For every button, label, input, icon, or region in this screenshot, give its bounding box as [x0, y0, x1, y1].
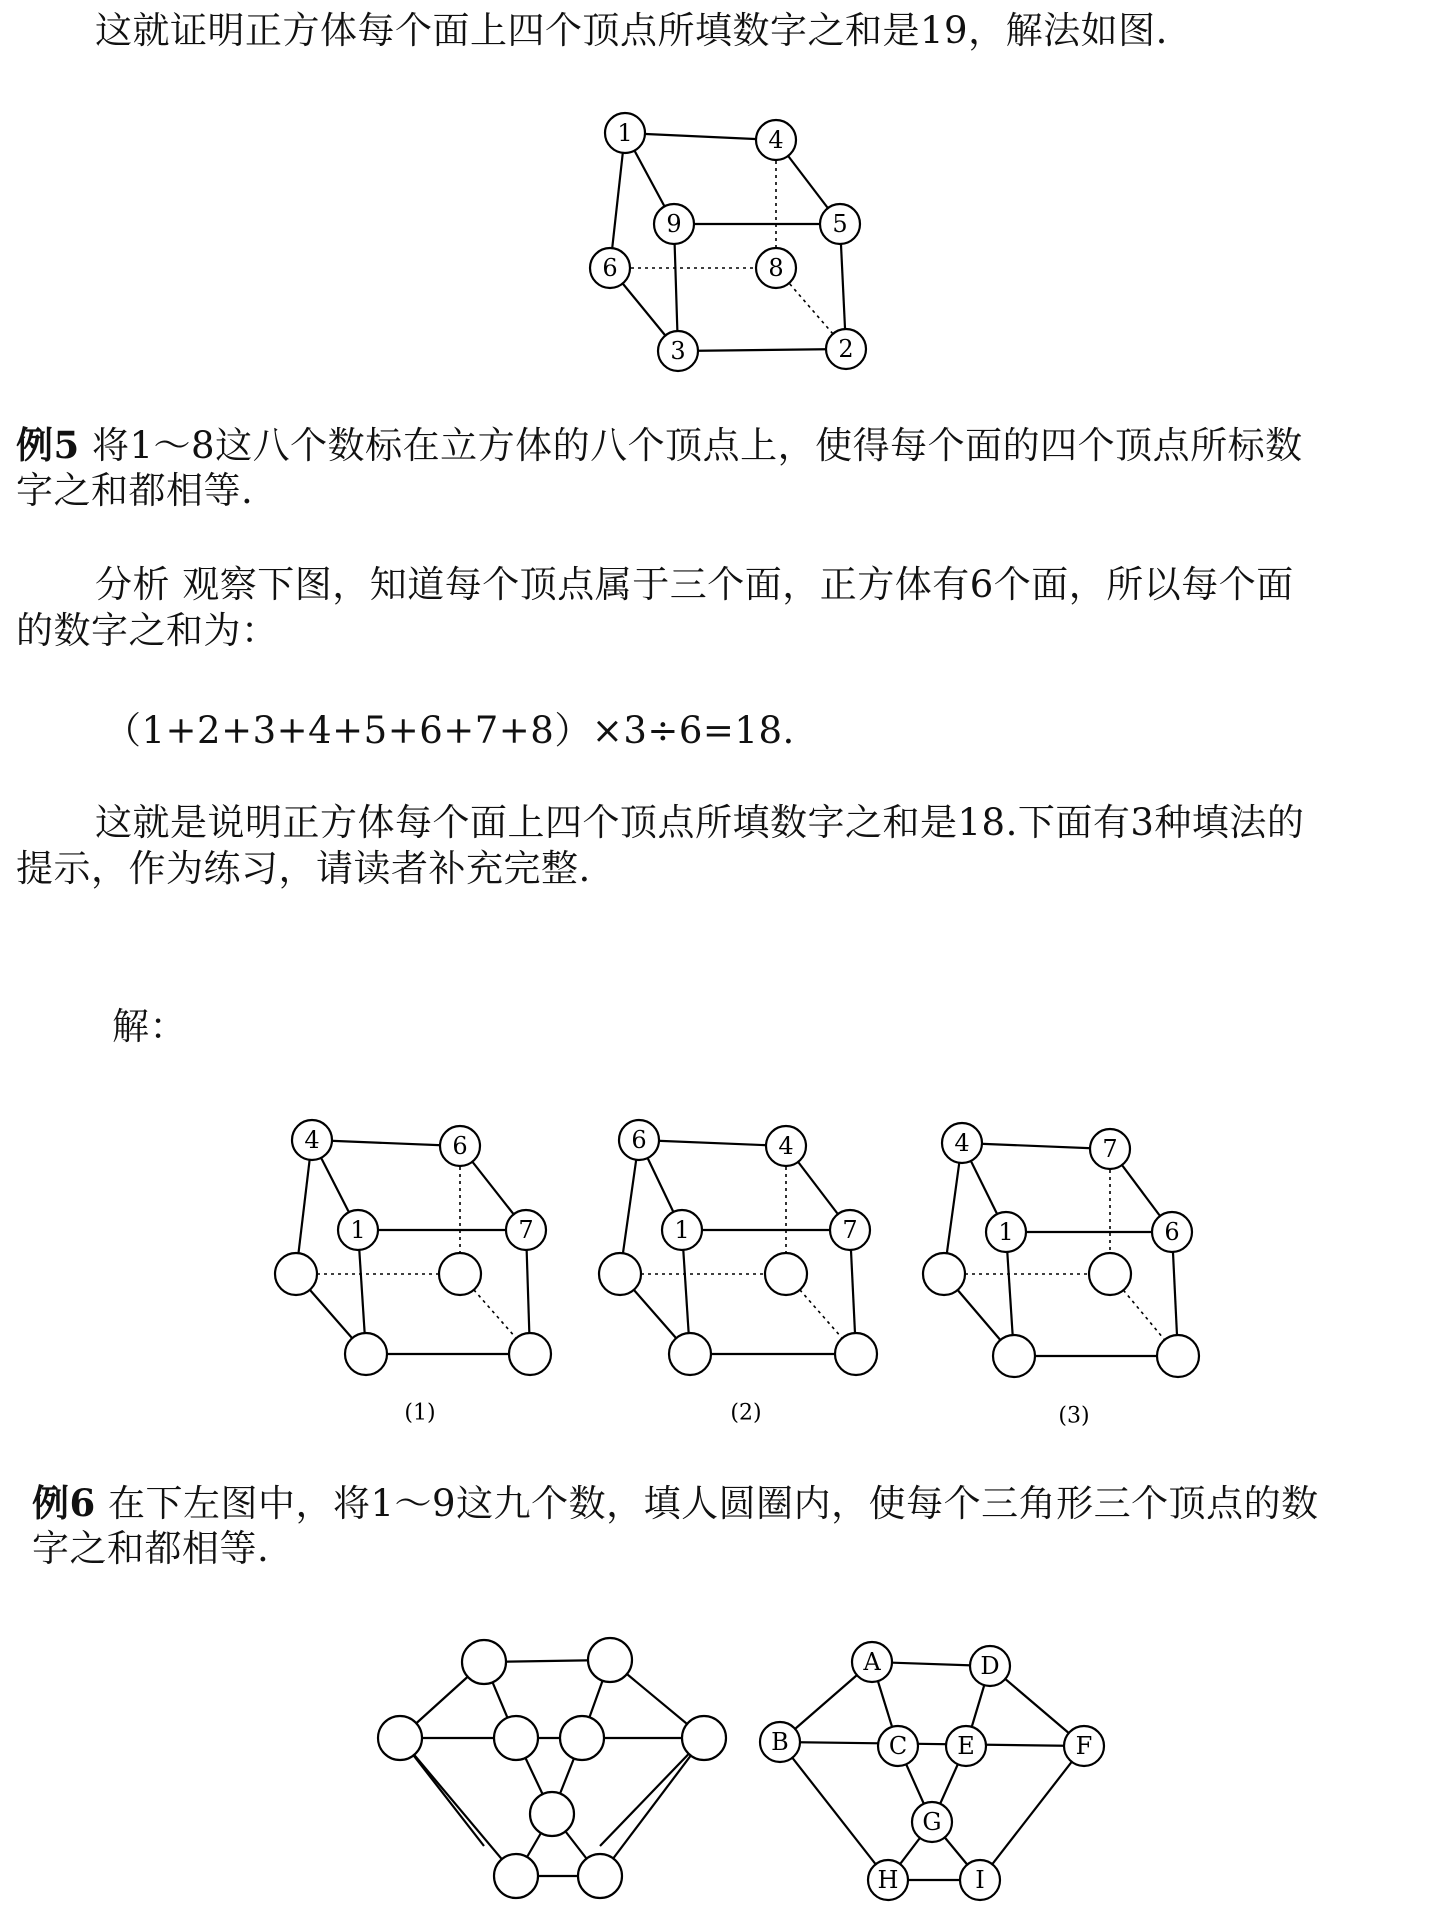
svg-text:4: 4 [304, 1126, 320, 1154]
node-E [946, 1726, 986, 1766]
svg-text:7: 7 [842, 1216, 858, 1244]
node-1 [605, 113, 645, 153]
cube-figure-1 [275, 1120, 551, 1426]
left-node-8 [494, 1854, 538, 1898]
triangle-figure-right [760, 1642, 1104, 1900]
analysis-text2: 的数字之和为： [16, 609, 279, 652]
analysis-line2 [16, 608, 279, 654]
svg-text:9: 9 [666, 210, 682, 238]
cube3-node-front-bottom-left [993, 1335, 1035, 1377]
cube1-node-back-bottom-left [275, 1253, 317, 1295]
left-node-1 [462, 1640, 506, 1684]
node-D [970, 1646, 1010, 1686]
cube2-node-top-right [766, 1126, 806, 1166]
cube-figure-2 [599, 1120, 877, 1426]
example6-label: 例6 [32, 1481, 96, 1525]
cube3-node-front-top-left [986, 1212, 1026, 1252]
svg-text:D: D [980, 1652, 1000, 1680]
cube2-node-front-bottom-left [669, 1333, 711, 1375]
svg-text:6: 6 [602, 254, 618, 282]
svg-text:B: B [771, 1728, 789, 1756]
cube1-caption: (1) [404, 1400, 436, 1426]
analysis-text1: 分析 观察下图，知道每个顶点属于三个面，正方体有6个面，所以每个面 [95, 563, 1294, 606]
node-A [852, 1642, 892, 1682]
cube1-node-top-left [292, 1120, 332, 1160]
solution-label [112, 1004, 187, 1050]
node-6 [590, 248, 630, 288]
formula-text: （1+2+3+4+5+6+7+8）×3÷6=18. [104, 709, 795, 752]
svg-text:5: 5 [832, 210, 848, 238]
example5-label: 例5 [16, 423, 80, 467]
node-2 [826, 329, 866, 369]
node-4 [756, 120, 796, 160]
cube2-node-back-bottom-right [765, 1253, 807, 1295]
svg-text:1: 1 [617, 119, 633, 147]
analysis-line1 [95, 562, 1294, 608]
figure-cube-19 [590, 113, 866, 371]
svg-text:4: 4 [778, 1132, 794, 1160]
cube2-node-front-bottom-right [835, 1333, 877, 1375]
left-node-4 [494, 1716, 538, 1760]
example5-text1: 将1～8这八个数标在立方体的八个顶点上，使得每个面的四个顶点所标数 [79, 424, 1303, 467]
left-node-5 [560, 1716, 604, 1760]
solution-text: 解： [112, 1005, 187, 1048]
conclusion-text2: 提示，作为练习，请读者补充完整. [16, 847, 591, 890]
svg-text:E: E [957, 1732, 975, 1760]
example5-line1 [16, 422, 1303, 469]
node-B [760, 1722, 800, 1762]
cube3-node-top-right [1090, 1129, 1130, 1169]
node-9 [654, 204, 694, 244]
svg-text:7: 7 [1102, 1135, 1118, 1163]
svg-text:F: F [1075, 1732, 1093, 1760]
conclusion-line1 [95, 800, 1304, 846]
conclusion-text1: 这就是说明正方体每个面上四个顶点所填数字之和是18.下面有3种填法的 [95, 801, 1305, 844]
example6-text1: 在下左图中，将1～9这九个数，填人圆圈内，使每个三角形三个顶点的数 [95, 1482, 1319, 1525]
left-node-6 [682, 1716, 726, 1760]
cube1-node-top-right [440, 1126, 480, 1166]
conclusion-line2 [16, 846, 591, 892]
svg-text:3: 3 [670, 337, 686, 365]
svg-text:H: H [877, 1866, 899, 1894]
svg-text:A: A [863, 1648, 881, 1676]
example5-line2 [16, 468, 253, 514]
text-proof-19: 这就证明正方体每个面上四个顶点所填数字之和是19，解法如图. [95, 9, 1168, 52]
cube2-node-top-left [619, 1120, 659, 1160]
cube2-node-front-top-right [830, 1210, 870, 1250]
svg-text:1: 1 [350, 1216, 366, 1244]
example6-text2: 字之和都相等. [32, 1527, 270, 1570]
cube3-node-front-top-right [1152, 1212, 1192, 1252]
cube1-node-back-bottom-right [439, 1253, 481, 1295]
svg-text:G: G [922, 1808, 942, 1836]
cube2-node-back-bottom-left [599, 1253, 641, 1295]
cube1-node-front-bottom-left [345, 1333, 387, 1375]
node-G [912, 1802, 952, 1842]
node-F [1064, 1726, 1104, 1766]
cube3-node-back-bottom-right [1089, 1253, 1131, 1295]
node-8 [756, 248, 796, 288]
cube3-caption: (3) [1058, 1403, 1090, 1429]
svg-text:1: 1 [998, 1218, 1014, 1246]
cube1-node-front-top-left [338, 1210, 378, 1250]
example6-line2 [32, 1526, 269, 1572]
svg-text:8: 8 [768, 254, 784, 282]
svg-text:6: 6 [1164, 1218, 1180, 1246]
svg-text:I: I [975, 1866, 985, 1894]
left-node-2 [588, 1638, 632, 1682]
node-C [878, 1726, 918, 1766]
cube2-caption: (2) [730, 1400, 762, 1426]
node-H [868, 1860, 908, 1900]
svg-text:C: C [888, 1732, 908, 1760]
formula-line [104, 708, 795, 754]
svg-text:4: 4 [954, 1129, 970, 1157]
svg-text:2: 2 [838, 335, 854, 363]
node-I [960, 1860, 1000, 1900]
svg-text:1: 1 [674, 1216, 690, 1244]
svg-text:6: 6 [631, 1126, 647, 1154]
triangle-figure-left [378, 1638, 726, 1898]
cube-figure-3 [923, 1123, 1199, 1429]
cube3-node-top-left [942, 1123, 982, 1163]
cube3-node-back-bottom-left [923, 1253, 965, 1295]
svg-text:4: 4 [768, 126, 784, 154]
example5-text2: 字之和都相等. [16, 469, 254, 512]
cube1-node-front-bottom-right [509, 1333, 551, 1375]
node-3 [658, 331, 698, 371]
left-node-3 [378, 1716, 422, 1760]
left-node-9 [578, 1854, 622, 1898]
cube1-node-front-top-right [506, 1210, 546, 1250]
svg-text:7: 7 [518, 1216, 534, 1244]
node-5 [820, 204, 860, 244]
example6-line1 [32, 1480, 1319, 1527]
cube2-node-front-top-left [662, 1210, 702, 1250]
cube3-node-front-bottom-right [1157, 1335, 1199, 1377]
left-node-7 [530, 1792, 574, 1836]
svg-text:6: 6 [452, 1132, 468, 1160]
